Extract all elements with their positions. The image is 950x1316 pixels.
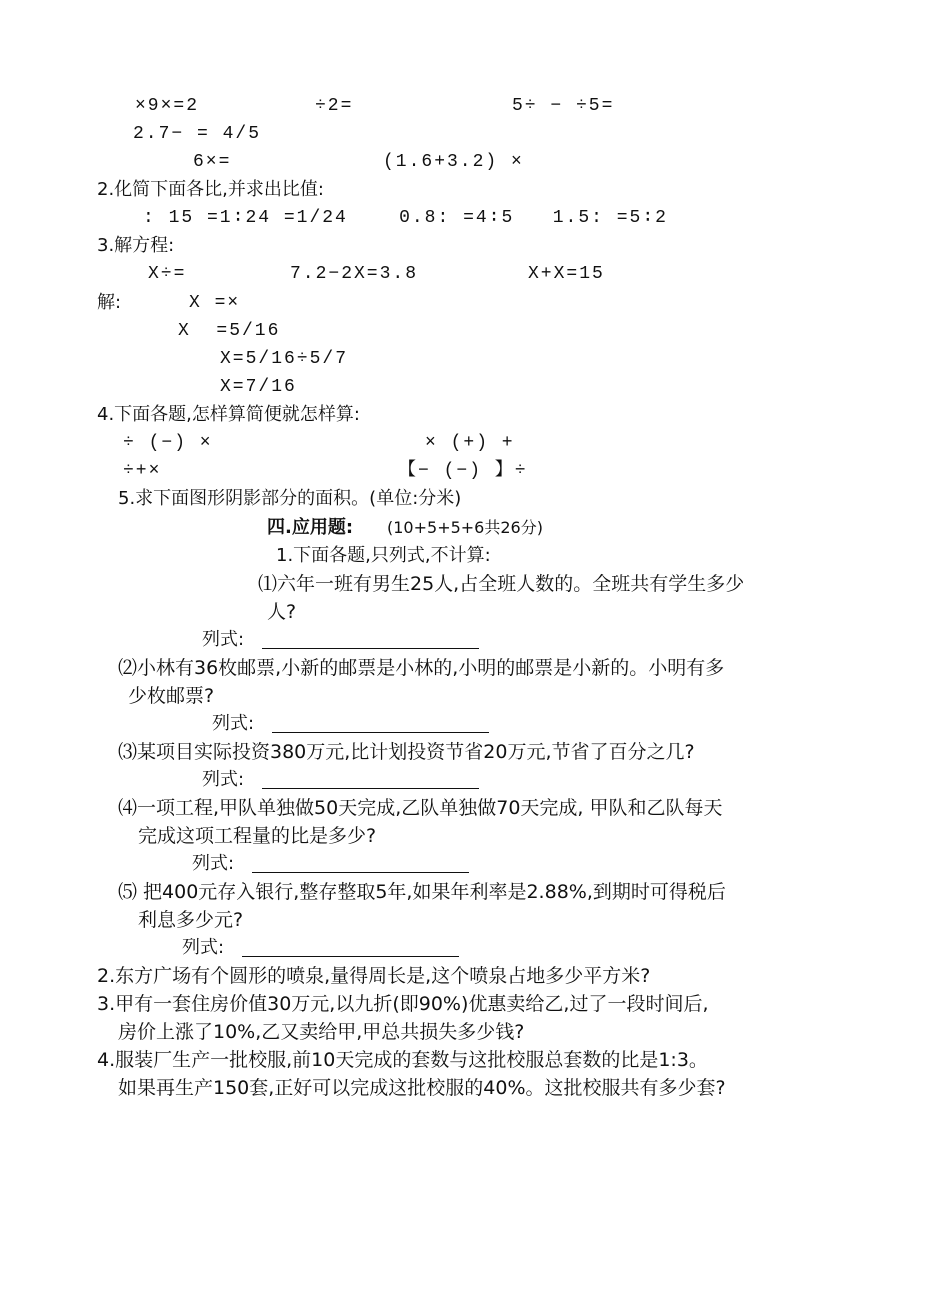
question-2-cont: 少枚邮票? bbox=[128, 685, 215, 707]
calc-expression: (1.6+3.2) × bbox=[383, 152, 524, 172]
answer-line[interactable] bbox=[262, 648, 479, 649]
solution-label: 解: bbox=[97, 292, 122, 313]
equation: 7.2−2X=3.8 bbox=[290, 264, 419, 284]
ratio-heading: 2.化简下面各比,并求出比值: bbox=[97, 179, 324, 200]
calc-expression: 5÷ − ÷5= bbox=[512, 96, 615, 116]
simplify-heading: 4.下面各题,怎样算简便就怎样算: bbox=[97, 404, 360, 425]
equation-heading: 3.解方程: bbox=[97, 235, 175, 256]
answer-line[interactable] bbox=[272, 732, 489, 733]
formula-label: 列式: bbox=[212, 713, 255, 734]
sub-heading: 1.下面各题,只列式,不计算: bbox=[276, 545, 491, 566]
simplify-expression: 【− (−) 】÷ bbox=[398, 461, 528, 481]
problem-3-cont: 房价上涨了10%,乙又卖给甲,甲总共损失多少钱? bbox=[118, 1021, 525, 1043]
formula-label: 列式: bbox=[202, 769, 245, 790]
formula-label: 列式: bbox=[192, 853, 235, 874]
solution-step: X =5/16 bbox=[178, 321, 281, 341]
question-2: ⑵小林有36枚邮票,小新的邮票是小林的,小明的邮票是小新的。小明有多 bbox=[118, 657, 725, 679]
answer-line[interactable] bbox=[262, 788, 479, 789]
formula-label: 列式: bbox=[182, 937, 225, 958]
ratio-problems: : 15 =1∶24 =1/24 0.8: =4∶5 1.5: =5∶2 bbox=[143, 208, 668, 228]
solution-step: X =× bbox=[189, 293, 241, 313]
formula-label: 列式: bbox=[202, 629, 245, 650]
application-heading: 四.应用题: bbox=[267, 517, 354, 538]
calc-expression: 2.7− = 4/5 bbox=[133, 124, 262, 144]
simplify-expression: ÷+× bbox=[123, 461, 162, 481]
equation: X+X=15 bbox=[528, 264, 605, 284]
answer-line[interactable] bbox=[242, 956, 459, 957]
problem-4-cont: 如果再生产150套,正好可以完成这批校服的40%。这批校服共有多少套? bbox=[118, 1077, 726, 1099]
simplify-expression: ÷ (−) × bbox=[123, 433, 213, 453]
score-note: (10+5+5+6共26分) bbox=[387, 518, 543, 537]
problem-3: 3.甲有一套住房价值30万元,以九折(即90%)优惠卖给乙,过了一段时间后, bbox=[97, 993, 709, 1015]
question-4: ⑷一项工程,甲队单独做50天完成,乙队单独做70天完成, 甲队和乙队每天 bbox=[118, 797, 723, 819]
answer-line[interactable] bbox=[252, 872, 469, 873]
calc-expression: ÷2= bbox=[315, 96, 354, 116]
solution-step: X=5/16÷5/7 bbox=[220, 349, 349, 369]
question-5: ⑸ 把400元存入银行,整存整取5年,如果年利率是2.88%,到期时可得税后 bbox=[118, 881, 726, 903]
question-3: ⑶某项目实际投资380万元,比计划投资节省20万元,节省了百分之几? bbox=[118, 741, 695, 763]
equation: X÷= bbox=[148, 264, 187, 284]
problem-4: 4.服装厂生产一批校服,前10天完成的套数与这批校服总套数的比是1:3。 bbox=[97, 1049, 708, 1071]
area-heading: 5.求下面图形阴影部分的面积。(单位:分米) bbox=[118, 488, 462, 509]
question-4-cont: 完成这项工程量的比是多少? bbox=[138, 825, 377, 847]
question-1-cont: 人? bbox=[267, 601, 297, 623]
simplify-expression: × (+) + bbox=[425, 433, 515, 453]
problem-2: 2.东方广场有个圆形的喷泉,量得周长是,这个喷泉占地多少平方米? bbox=[97, 965, 651, 987]
calc-expression: 6×= bbox=[193, 152, 232, 172]
question-5-cont: 利息多少元? bbox=[138, 909, 244, 931]
solution-step: X=7/16 bbox=[220, 377, 297, 397]
calc-expression: ×9×=2 bbox=[135, 96, 200, 116]
question-1: ⑴六年一班有男生25人,占全班人数的。全班共有学生多少 bbox=[258, 573, 745, 595]
